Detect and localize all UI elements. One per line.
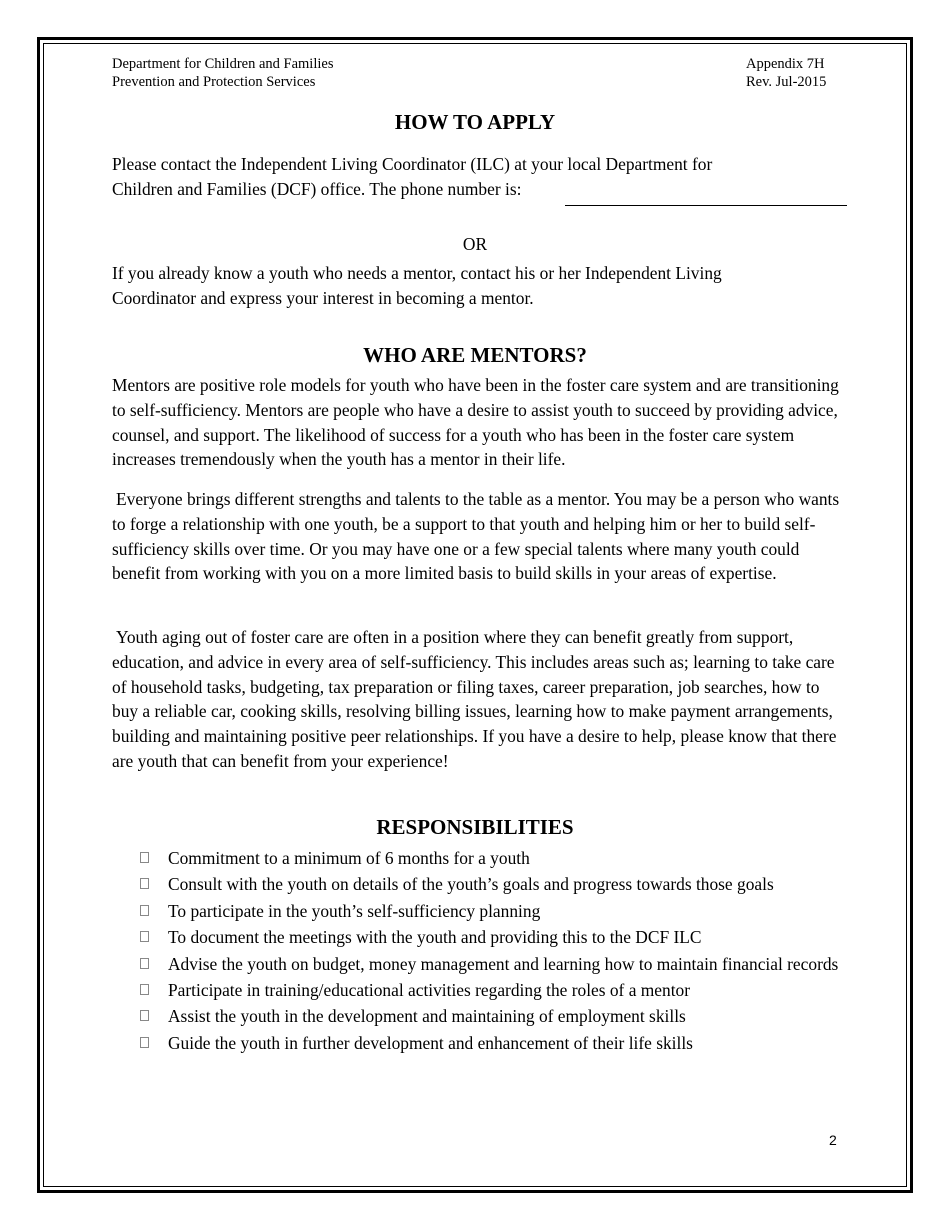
how-to-apply-heading: HOW TO APPLY: [394, 110, 556, 134]
responsibility-text: Assist the youth in the development and maintaining of employment skills: [168, 1006, 686, 1027]
header-department: Department for Children and Families: [112, 56, 334, 72]
bullet-box-icon: [140, 878, 149, 889]
bullet-box-icon: [140, 852, 149, 863]
responsibility-text: Participate in training/educational activities regarding the roles of a mentor: [168, 979, 691, 1000]
responsibility-item: [140, 899, 860, 924]
responsibility-text: Guide the youth in further development and enhancement of their life skills: [168, 1032, 693, 1053]
bullet-box-icon: [140, 958, 149, 969]
mentors-paragraph-1: Mentors are positive role models for youth who have been in the foster care system and are transitioning to self-sufficiency. Mentors are people who have a desire to assist youth to succeed by providing advice, counsel, and support. The likelihood of success for a youth who has been in the foster care system increases tremendously when the youth has a mentor in their life.: [112, 375, 839, 470]
header-division: Prevention and Protection Services: [112, 74, 316, 90]
header-right: [746, 55, 826, 91]
bullet-box-icon: [140, 1010, 149, 1021]
how-to-apply-paragraph: Please contact the Independent Living Coordinator (ILC) at your local Department for Children and Families (DCF) office. The phone number is:: [112, 154, 713, 199]
responsibilities-list: [140, 846, 860, 1057]
responsibility-item: [140, 978, 860, 1003]
mentors-paragraph-3: Youth aging out of foster care are often in a position where they can benefit greatly from support, education, and advice in every area of self-sufficiency. This includes areas such as; learning to take care of household tasks, budgeting, tax preparation or filing taxes, career preparation, job searches, how to buy a reliable car, cooking skills, resolving billing issues, learning how to make payment arrangements, building and maintaining positive peer relationships. If you have a desire to help, please know that there are youth that can benefit from your experience!: [112, 627, 837, 771]
header-revision: Rev. Jul-2015: [746, 74, 827, 90]
responsibility-text: Advise the youth on budget, money management and learning how to maintain financial records: [168, 953, 839, 974]
header-appendix: Appendix 7H: [746, 56, 825, 72]
who-are-mentors-heading: WHO ARE MENTORS?: [363, 343, 587, 367]
responsibility-text: To document the meetings with the youth and providing this to the DCF ILC: [168, 927, 702, 948]
bullet-box-icon: [140, 931, 149, 942]
responsibility-text: Commitment to a minimum of 6 months for a youth: [168, 848, 530, 868]
bullet-box-icon: [140, 984, 149, 995]
bullet-box-icon: [140, 905, 149, 916]
responsibility-item: [140, 1004, 860, 1029]
mentors-paragraph-2: Everyone brings different strengths and talents to the table as a mentor. You may be a person who wants to forge a relationship with one youth, be a support to that youth and helping him or her to build self-sufficiency skills over time. Or you may have one or a few special talents where many youth could benefit from working with you on a more limited basis to build skills in your areas of expertise.: [112, 489, 840, 584]
responsibility-item: [140, 872, 860, 897]
bullet-box-icon: [140, 1037, 149, 1048]
phone-number-blank: [565, 205, 847, 206]
responsibility-text: To participate in the youth’s self-sufficiency planning: [168, 900, 541, 921]
responsibility-item: [140, 846, 860, 871]
responsibility-text: Consult with the youth on details of the youth’s goals and progress towards those goals: [168, 874, 774, 895]
page-number: 2: [829, 1132, 837, 1148]
responsibility-item: [140, 1031, 860, 1056]
header-left: [112, 55, 333, 91]
responsibility-item: [140, 952, 860, 977]
how-to-apply-paragraph-2: If you already know a youth who needs a mentor, contact his or her Independent Living Coordinator and express your interest in becoming a mentor.: [112, 263, 722, 308]
or-separator: OR: [462, 234, 488, 254]
responsibilities-heading: RESPONSIBILITIES: [376, 815, 574, 839]
responsibility-item: [140, 925, 860, 950]
